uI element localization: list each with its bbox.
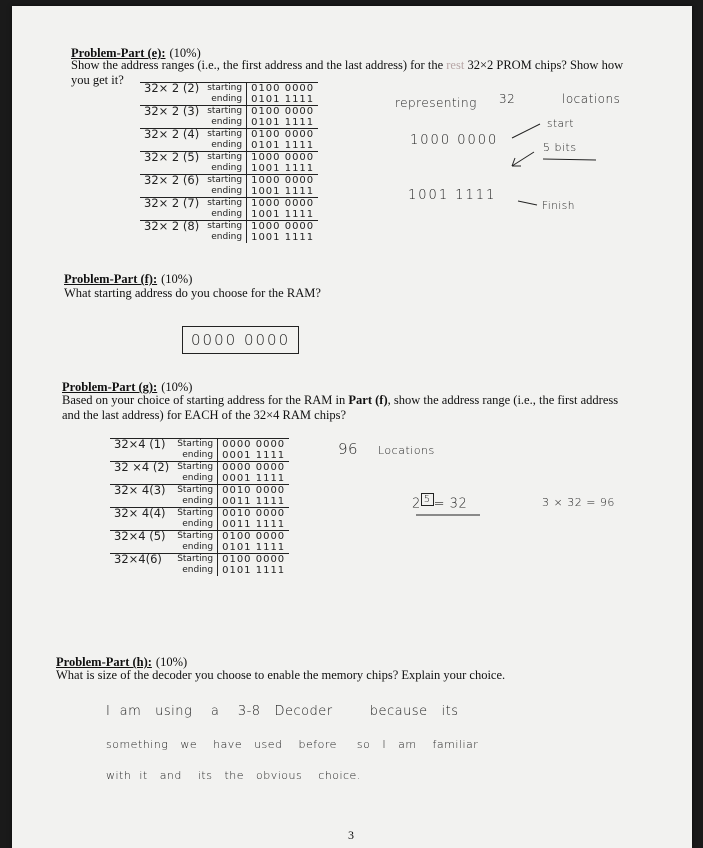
- starting-label: starting: [203, 106, 246, 118]
- part-g-prompt-a: Based on your choice of starting address for the RAM in: [62, 393, 349, 407]
- starting-label: Starting: [173, 531, 217, 543]
- starting-address: 0000 0000: [218, 439, 290, 451]
- note-arrows: [508, 116, 608, 171]
- part-h-answer-line2: something we have used before so I am familiar: [106, 738, 479, 751]
- note-start: start: [547, 118, 574, 130]
- chip-label: 32× 2 (5): [140, 152, 203, 175]
- part-g-heading: Problem-Part (g):: [62, 380, 158, 394]
- ending-label: ending: [203, 232, 246, 243]
- ending-address: 1001 1111: [251, 209, 315, 220]
- ending-address: 1001 1111: [251, 232, 315, 243]
- part-f-heading: Problem-Part (f):: [64, 272, 158, 286]
- ending-label: ending: [203, 117, 246, 129]
- starting-address: 1000 0000: [247, 221, 319, 233]
- chip-label: 32× 2 (4): [140, 129, 203, 152]
- starting-label: Starting: [173, 462, 217, 474]
- address-row-start: [110, 508, 289, 520]
- starting-label: starting: [203, 152, 246, 164]
- note-finish-address: 1001 1111: [408, 188, 497, 203]
- ending-address: 0101 1111: [251, 94, 315, 105]
- starting-label: starting: [203, 221, 246, 233]
- ending-address: 0011 1111: [222, 496, 286, 507]
- address-row-start: [140, 129, 318, 141]
- address-row-start: [110, 554, 289, 566]
- starting-label: starting: [203, 198, 246, 210]
- address-row-start: [140, 106, 318, 118]
- ending-address: 0001 1111: [222, 473, 286, 484]
- address-row-start: [140, 83, 318, 95]
- ending-address: 0001 1111: [222, 450, 286, 461]
- starting-address: 0000 0000: [218, 462, 290, 474]
- part-h-answer-line3: with it and its the obvious choice.: [106, 769, 361, 782]
- chip-label: 32× 2 (2): [140, 83, 203, 106]
- chip-label: 32×4 (1): [110, 439, 173, 462]
- ending-label: ending: [173, 519, 217, 531]
- starting-label: Starting: [173, 485, 217, 497]
- starting-label: Starting: [173, 554, 217, 566]
- ending-address: 0101 1111: [251, 140, 315, 151]
- starting-address: 0010 0000: [218, 485, 290, 497]
- ending-address: 0101 1111: [251, 117, 315, 128]
- ending-label: ending: [173, 450, 217, 462]
- note-locations: locations: [562, 92, 621, 106]
- ending-address: 0101 1111: [222, 542, 286, 553]
- chip-label: 32× 4(4): [110, 508, 173, 531]
- note-power: [412, 494, 467, 511]
- starting-address: 1000 0000: [247, 175, 319, 187]
- part-e-prompt-rest: rest: [446, 58, 465, 72]
- note-32: 32: [499, 92, 516, 106]
- part-h-prompt: What is size of the decoder you choose to enable the memory chips? Explain your choice.: [56, 668, 506, 682]
- note-representing: representing: [395, 96, 477, 110]
- part-h-answer-line1: I am using a 3-8 Decoder because its: [106, 704, 459, 719]
- part-g-prompt-bold: Part (f): [348, 393, 388, 407]
- ending-address: 0011 1111: [222, 519, 286, 530]
- part-e-prompt-line2: you get it?: [71, 73, 124, 87]
- ending-label: ending: [203, 163, 246, 175]
- chip-label: 32× 2 (6): [140, 175, 203, 198]
- part-e-percent: (10%): [169, 46, 201, 60]
- part-e-heading: Problem-Part (e):: [71, 46, 166, 60]
- part-f-percent: (10%): [161, 272, 193, 286]
- ending-address: 0101 1111: [222, 565, 286, 576]
- note-power-exp: 5: [421, 493, 434, 506]
- chip-label: 32×4 (5): [110, 531, 173, 554]
- part-g-prompt: [62, 393, 672, 423]
- starting-address: 0100 0000: [218, 531, 290, 543]
- starting-address: 0100 0000: [218, 554, 290, 566]
- note-calc: 3 × 32 = 96: [542, 496, 615, 509]
- note-finish: Finish: [542, 200, 575, 212]
- part-f-answer: 0000 0000: [182, 326, 299, 354]
- part-e-address-table: [140, 82, 318, 243]
- part-g-prompt-b: , show the address range (i.e., the first address: [387, 393, 619, 407]
- ending-address: 1001 1111: [251, 186, 315, 197]
- note-power-underline: [414, 512, 484, 518]
- part-g-address-table: [110, 438, 289, 576]
- address-row-start: [140, 175, 318, 187]
- part-g-percent: (10%): [161, 380, 193, 394]
- part-h-percent: (10%): [155, 655, 188, 669]
- starting-address: 0010 0000: [218, 508, 290, 520]
- starting-label: starting: [203, 129, 246, 141]
- part-f-prompt: What starting address do you choose for the RAM?: [64, 286, 321, 300]
- ending-address: 1001 1111: [251, 163, 315, 174]
- address-row-start: [140, 152, 318, 164]
- ending-label: ending: [203, 140, 246, 152]
- note-5-bits: 5 bits: [543, 141, 577, 154]
- address-row-start: [140, 221, 318, 233]
- ending-label: ending: [173, 542, 217, 554]
- address-row-start: [110, 462, 289, 474]
- ending-label: ending: [203, 186, 246, 198]
- chip-label: 32× 2 (7): [140, 198, 203, 221]
- address-row-start: [110, 531, 289, 543]
- exam-sheet: [12, 6, 692, 848]
- part-e-prompt-a: Show the address ranges (i.e., the first address and the last address) for the: [71, 58, 447, 72]
- part-g-prompt-line2: and the last address) for EACH of the 32×4 RAM chips?: [62, 408, 347, 422]
- address-row-start: [140, 198, 318, 210]
- page-number: 3: [348, 828, 354, 842]
- ending-label: ending: [203, 209, 246, 221]
- chip-label: 32× 2 (3): [140, 106, 203, 129]
- starting-label: starting: [203, 175, 246, 187]
- ending-label: ending: [173, 473, 217, 485]
- ending-label: ending: [173, 565, 217, 576]
- ending-label: ending: [173, 496, 217, 508]
- note-96: 96: [338, 440, 359, 458]
- note-power-eq: = 32: [433, 496, 468, 512]
- starting-label: Starting: [173, 508, 217, 520]
- starting-address: 1000 0000: [247, 152, 319, 164]
- note-power-base: 2: [412, 496, 421, 512]
- address-row-start: [110, 439, 289, 451]
- chip-label: 32× 2 (8): [140, 221, 203, 244]
- starting-label: Starting: [173, 439, 217, 451]
- note-g-locations: Locations: [378, 444, 435, 457]
- note-finish-dash: [517, 196, 539, 208]
- note-start-address: 1000 0000: [410, 133, 499, 148]
- ending-label: ending: [203, 94, 246, 106]
- starting-address: 1000 0000: [247, 198, 319, 210]
- starting-label: starting: [203, 83, 246, 95]
- chip-label: 32 ×4 (2): [110, 462, 173, 485]
- starting-address: 0100 0000: [247, 129, 319, 141]
- part-e-prompt-b: 32×2 PROM chips? Show how: [464, 58, 624, 72]
- chip-label: 32×4(6): [110, 554, 173, 577]
- chip-label: 32× 4(3): [110, 485, 173, 508]
- starting-address: 0100 0000: [247, 83, 319, 95]
- part-h-heading: Problem-Part (h):: [56, 655, 152, 669]
- address-row-start: [110, 485, 289, 497]
- starting-address: 0100 0000: [247, 106, 319, 118]
